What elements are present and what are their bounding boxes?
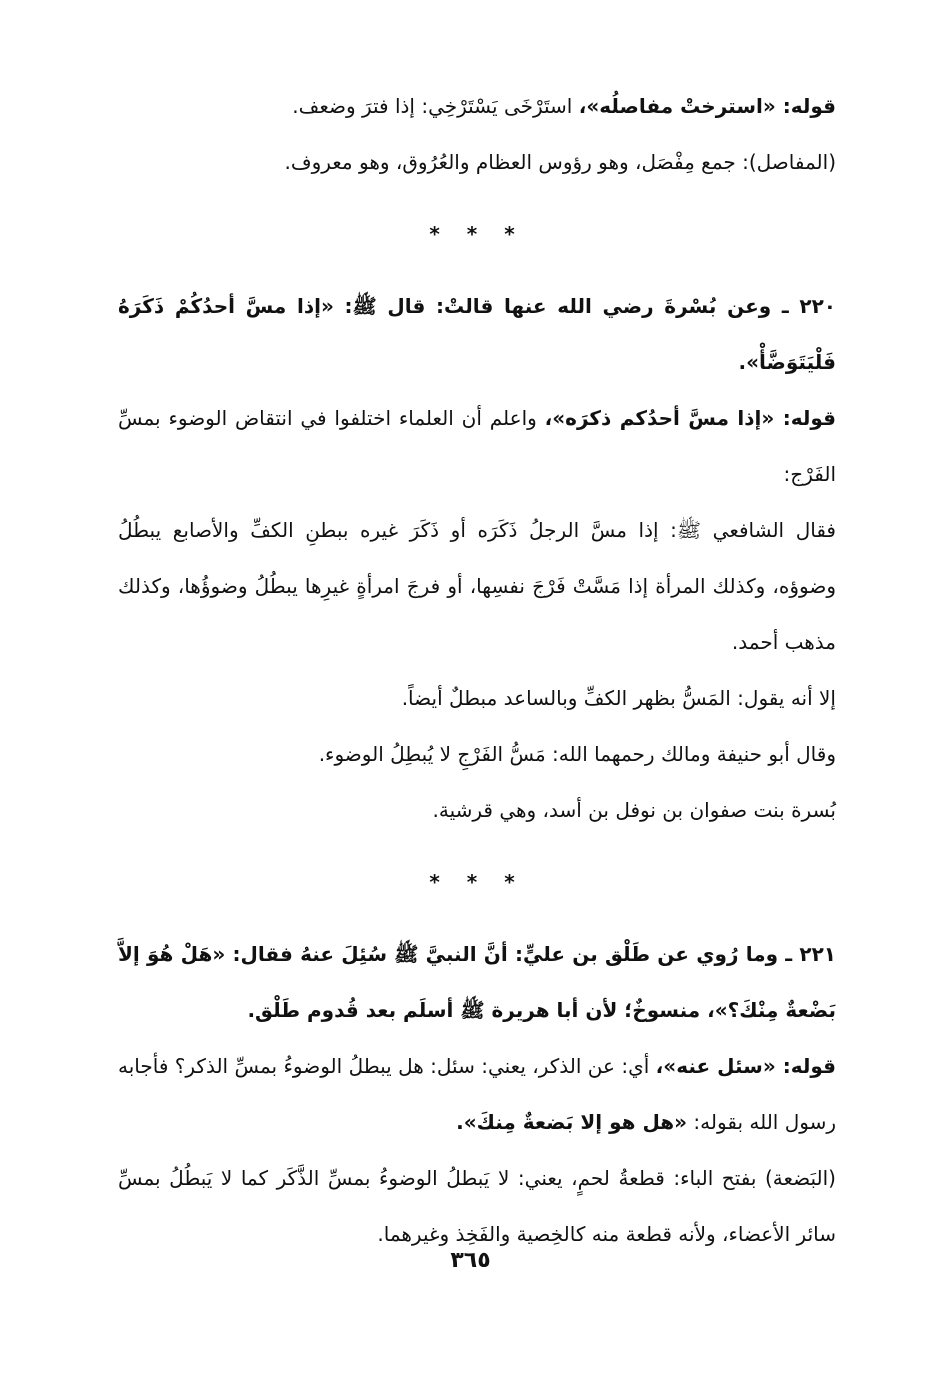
quote-bold: قوله: «سئل عنه»، bbox=[655, 1054, 836, 1078]
paragraph-220c: إلا أنه يقول: المَسُّ بظهر الكفِّ وبالساعد مبطلٌ أيضاً. bbox=[401, 686, 836, 710]
line1-text: استَرْخَى يَسْتَرْخِي: إذا فترَ وضعف. bbox=[292, 94, 579, 118]
paragraph-line1 bbox=[118, 78, 836, 134]
paragraph-221b: (البَضعة) بفتح الباء: قطعةُ لحمٍ، يعني: لا يَبطلُ الوضوءُ بمسِّ الذَّكَر كما لا يَبطُلُ بمسِّ سائر الأعضاء، ولأنه قطعة منه كالخِصية والفَخِذ وغيرهما. bbox=[118, 1166, 836, 1246]
hadith-221: ٢٢١ ـ وما رُوي عن طَلْق بن عليٍّ: أنَّ النبيَّ ﷺ سُئِلَ عنهُ فقال: «هَلْ هُوَ إلاَّ بَضْعةٌ مِنْكَ؟»، منسوخٌ؛ لأن أبا هريرة ﷺ أسلَم بعد قُدوم طَلْق. bbox=[118, 942, 836, 1022]
paragraph-221a bbox=[118, 1038, 836, 1150]
quote-bold: قوله: «استرختْ مفاصلُه»، bbox=[578, 94, 836, 118]
p220a-text: واعلم أن العلماء اختلفوا في انتقاض الوضوء بمسِّ الفَرْج: bbox=[118, 406, 836, 486]
quote-bold: قوله: «إذا مسَّ أحدُكم ذكرَه»، bbox=[544, 406, 836, 430]
hadith-220: ٢٢٠ ـ وعن بُسْرةَ رضي الله عنها قالتْ: قال ﷺ: «إذا مسَّ أحدُكُمْ ذَكَرَهُ فَلْيَتَوَضَّأْ». bbox=[118, 294, 836, 374]
section-separator: * * * bbox=[429, 870, 525, 894]
quote-bold: «هل هو إلا بَضعةٌ مِنكَ». bbox=[456, 1110, 688, 1134]
page-number: ٣٦٥ bbox=[450, 1248, 491, 1273]
paragraph-220e: بُسرة بنت صفوان بن نوفل بن أسد، وهي قرشية. bbox=[432, 798, 836, 822]
paragraph-220a bbox=[118, 390, 836, 502]
paragraph-line2: (المفاصل): جمع مِفْصَل، وهو رؤوس العظام والعُرُوق، وهو معروف. bbox=[284, 150, 836, 174]
paragraph-220d: وقال أبو حنيفة ومالك رحمهما الله: مَسُّ الفَرْجِ لا يُبطِلُ الوضوء. bbox=[318, 742, 836, 766]
paragraph-220b: فقال الشافعي ﷺ: إذا مسَّ الرجلُ ذَكَرَه أو ذَكَرَ غيره ببطنِ الكفِّ والأصابع يبطُلُ وضوؤه، وكذلك المرأة إذا مَسَّتْ فَرْجَ نفسِها، أو فرجَ امرأةٍ غيرِها يبطُلُ وضوؤُها، وكذلك مذهب أحمد. bbox=[118, 518, 836, 654]
section-separator: * * * bbox=[429, 222, 525, 246]
p221a-text: أي: عن الذكر، يعني: سئل: هل يبطلُ الوضوءُ بمسِّ الذكر؟ فأجابه رسول الله بقوله: bbox=[118, 1054, 836, 1134]
page-body bbox=[118, 78, 836, 1262]
